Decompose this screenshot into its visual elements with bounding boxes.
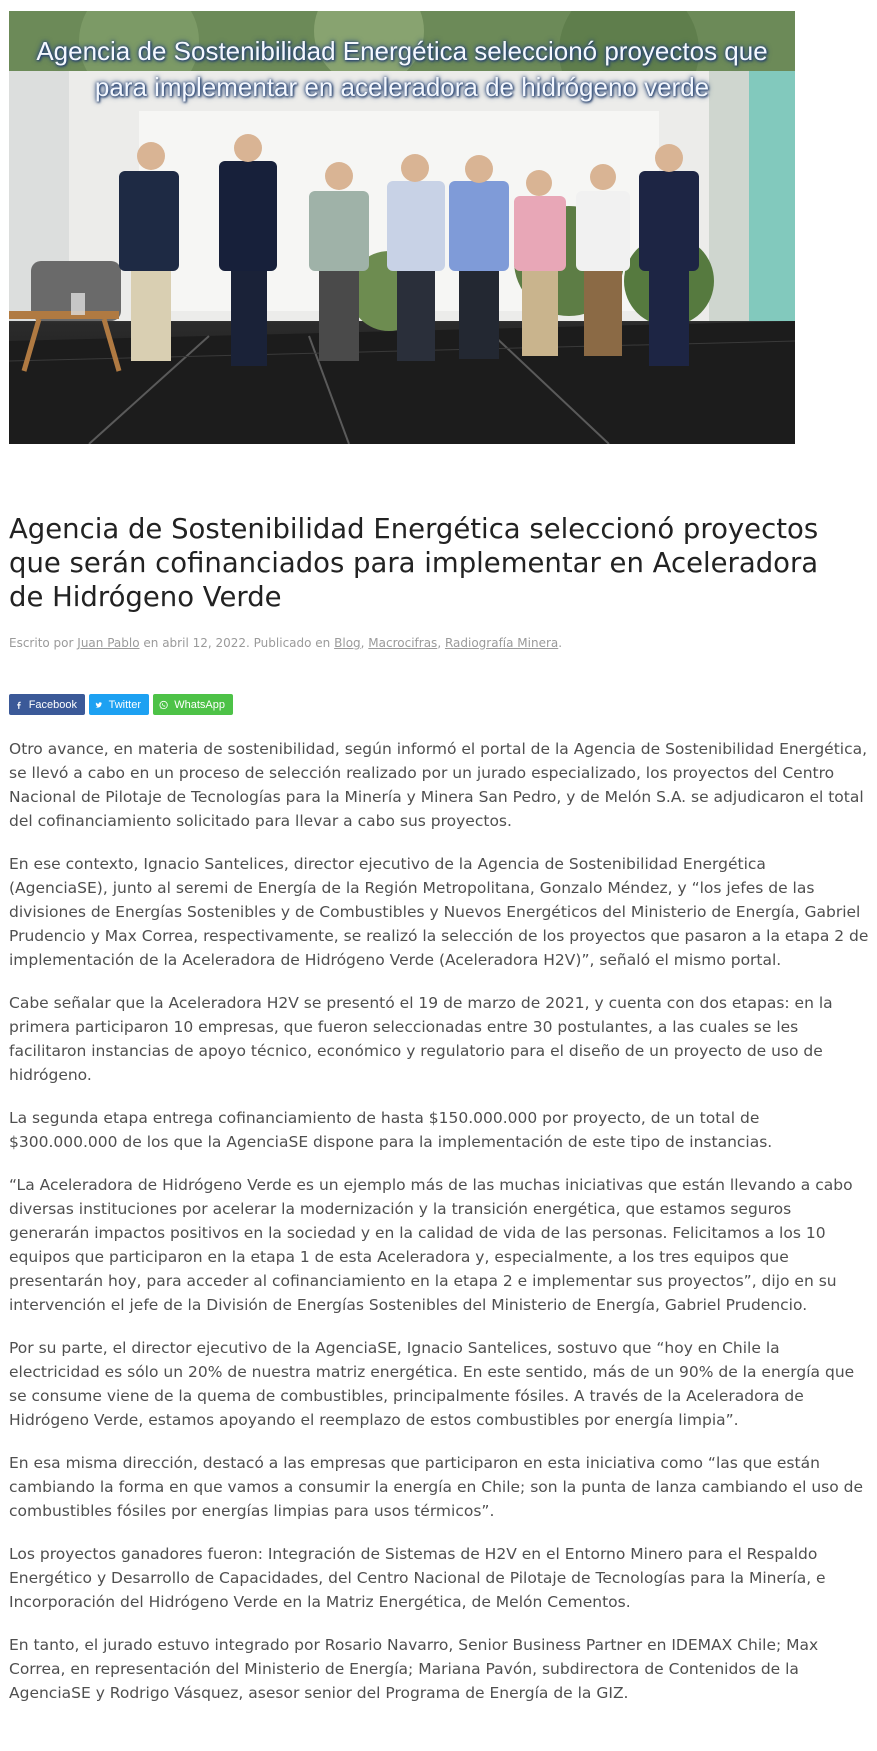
article-meta: [9, 634, 859, 652]
category-link-macrocifras[interactable]: Macrocifras: [368, 636, 438, 650]
whatsapp-icon: [159, 698, 168, 712]
share-bar: [9, 694, 233, 715]
meta-published-in: . Publicado en: [246, 636, 331, 650]
category-link-radiografia-minera[interactable]: Radiografía Minera: [444, 636, 559, 650]
meta-on: en: [143, 636, 159, 650]
article-paragraph: En esa misma dirección, destacó a las empresas que participaron en esta iniciativa como “las que están cambiando la forma en que vamos a consumir la energía en Chile; son la punta de lanza cambiando el uso de combustibles fósiles por energías limpias para usos térmicos”.: [9, 1454, 863, 1520]
article-paragraph: Los proyectos ganadores fueron: Integración de Sistemas de H2V en el Entorno Minero para el Respaldo Energético y Desarrollo de Capacidades, del Centro Nacional de Pilotaje de Tecnologías para la Minería, e Incorporación del Hidrógeno Verde en la Matriz Energética, de Melón Cementos.: [9, 1545, 826, 1611]
hero-caption: Agencia de Sostenibilidad Energética seleccionó proyectos que para implementar en aceleradora de hidrógeno verde: [36, 36, 768, 102]
author-link[interactable]: Juan Pablo: [77, 636, 140, 650]
hero-image: [9, 11, 795, 444]
twitter-share-label: Twitter: [108, 698, 141, 711]
facebook-share-button[interactable]: [9, 694, 85, 715]
meta-written-by: Escrito por: [9, 636, 74, 650]
article-paragraph: “La Aceleradora de Hidrógeno Verde es un ejemplo más de las muchas iniciativas que están llevando a cabo diversas instituciones por acelerar la modernización y la transición energética, que estamos seguros generarán impactos positivos en la sociedad y en la calidad de vida de las personas. Felicitamos a los 10 equipos que participaron en la etapa 1 de esta Aceleradora y, especialmente, a los tres equipos que presentarán hoy, para acceder al cofinanciamiento en la etapa 2 e implementar sus proyectos”, dijo en su intervención el jefe de la División de Energías Sostenibles del Ministerio de Energía, Gabriel Prudencio.: [9, 1176, 853, 1314]
category-separator: ,: [360, 636, 369, 650]
facebook-icon: [15, 698, 23, 712]
publish-date: abril 12, 2022: [162, 636, 247, 650]
twitter-share-button[interactable]: [89, 694, 149, 715]
twitter-icon: [95, 698, 103, 712]
whatsapp-share-label: WhatsApp: [174, 698, 225, 711]
meta-end: .: [558, 636, 563, 650]
article-paragraph: La segunda etapa entrega cofinanciamiento de hasta $150.000.000 por proyecto, de un total de $300.000.000 de los que la AgenciaSE dispone para la implementación de este tipo de instancias.: [9, 1109, 773, 1151]
article-title: Agencia de Sostenibilidad Energética seleccionó proyectos que serán cofinanciados para implementar en Aceleradora de Hidrógeno Verde: [9, 513, 819, 613]
article-paragraph: En ese contexto, Ignacio Santelices, director ejecutivo de la Agencia de Sostenibilidad Energética (AgenciaSE), junto al seremi de Energía de la Región Metropolitana, Gonzalo Méndez, y “los jefes de las divisiones de Energías Sostenibles y de Combustibles y Nuevos Energéticos del Ministerio de Energía, Gabriel Prudencio y Max Correa, respectivamente, se realizó la selección de los proyectos que pasaron a la etapa 2 de implementación de la Aceleradora de Hidrógeno Verde (Aceleradora H2V)”, señaló el mismo portal.: [9, 855, 869, 969]
facebook-share-label: Facebook: [28, 698, 77, 711]
article-paragraph: Por su parte, el director ejecutivo de la AgenciaSE, Ignacio Santelices, sostuvo que “hoy en Chile la electricidad es sólo un 20% de nuestra matriz energética. En este sentido, más de un 90% de la energía que se consume viene de la quema de combustibles, principalmente fósiles. A través de la Aceleradora de Hidrógeno Verde, estamos apoyando el reemplazo de estos combustibles por energía limpia”.: [9, 1339, 855, 1429]
article-paragraph: Otro avance, en materia de sostenibilidad, según informó el portal de la Agencia de Sostenibilidad Energética, se llevó a cabo en un proceso de selección realizado por un jurado especializado, los proyectos del Centro Nacional de Pilotaje de Tecnologías para la Minería y Minera San Pedro, y de Melón S.A. se adjudicaron el total del cofinanciamiento solicitado para llevar a cabo sus proyectos.: [9, 740, 868, 830]
article-paragraph: En tanto, el jurado estuvo integrado por Rosario Navarro, Senior Business Partner en IDEMAX Chile; Max Correa, en representación del Ministerio de Energía; Mariana Pavón, subdirectora de Contenidos de la AgenciaSE y Rodrigo Vásquez, asesor senior del Programa de Energía de la GIZ.: [9, 1636, 819, 1702]
article-body: [9, 737, 869, 1724]
article-paragraph: Cabe señalar que la Aceleradora H2V se presentó el 19 de marzo de 2021, y cuenta con dos etapas: en la primera participaron 10 empresas, que fueron seleccionadas entre 30 postulantes, a las cuales se les facilitaron instancias de apoyo técnico, económico y regulatorio para el diseño de un proyecto de uso de hidrógeno.: [9, 994, 833, 1084]
whatsapp-share-button[interactable]: [153, 694, 233, 715]
category-link-blog[interactable]: Blog: [334, 636, 361, 650]
category-separator: ,: [437, 636, 445, 650]
